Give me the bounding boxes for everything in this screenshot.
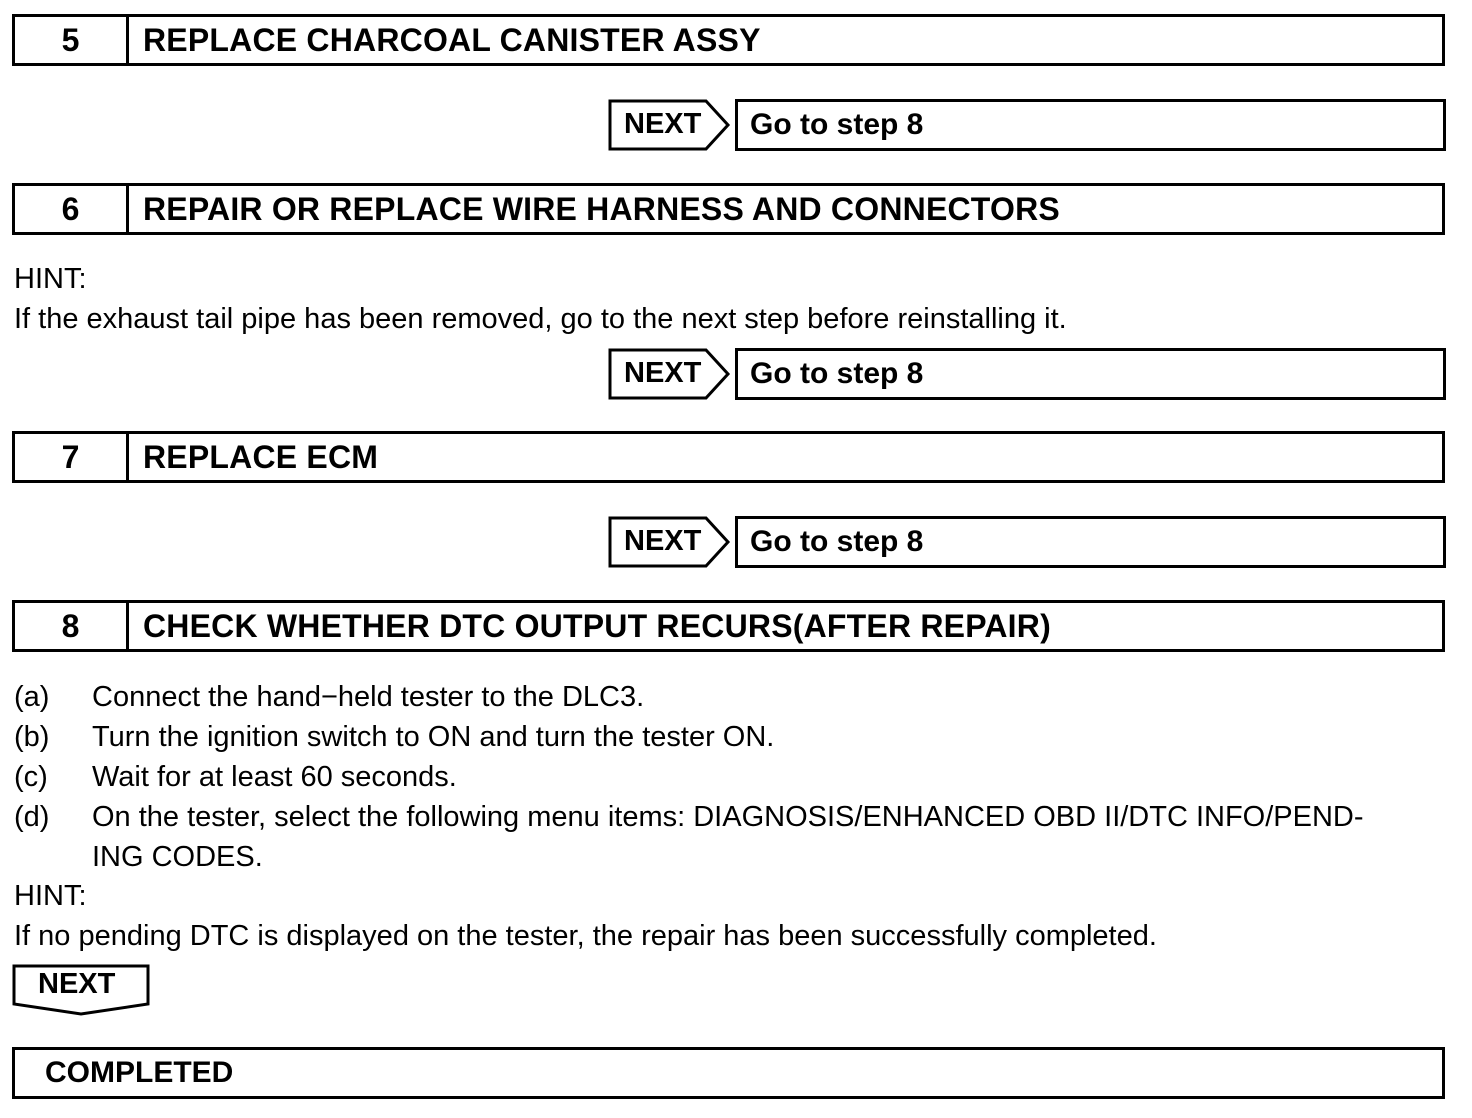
next-row[interactable]	[608, 348, 1446, 400]
step-number: 7	[15, 434, 129, 480]
item-label: (c)	[14, 761, 48, 793]
hint-text: If no pending DTC is displayed on the tester, the repair has been successfully completed.	[14, 920, 1157, 952]
item-text: Connect the hand−held tester to the DLC3.	[92, 681, 645, 713]
step-number: 5	[15, 17, 129, 63]
step-header-8	[12, 600, 1445, 652]
step-number: 6	[15, 186, 129, 232]
next-down-button[interactable]	[12, 964, 150, 1018]
item-text: Turn the ignition switch to ON and turn the tester ON.	[92, 721, 775, 753]
next-label: NEXT	[624, 525, 702, 557]
next-label: NEXT	[624, 357, 702, 389]
step-title: REPLACE CHARCOAL CANISTER ASSY	[143, 21, 761, 58]
next-label: NEXT	[38, 968, 116, 1000]
hint-text: If the exhaust tail pipe has been removed, go to the next step before reinstalling it.	[14, 303, 1067, 335]
goto-step-box: Go to step 8	[735, 516, 1446, 568]
step-title: REPLACE ECM	[143, 438, 379, 475]
next-row[interactable]	[608, 516, 1446, 568]
item-label: (d)	[14, 801, 50, 833]
completed-box: COMPLETED	[12, 1047, 1445, 1099]
item-text-line-2: ING CODES.	[92, 841, 263, 873]
step-number: 8	[15, 603, 129, 649]
next-row[interactable]	[608, 99, 1446, 151]
item-text-line-1: On the tester, select the following menu items: DIAGNOSIS/ENHANCED OBD II/DTC INFO/PEND-	[92, 801, 1364, 833]
step-header-5	[12, 14, 1445, 66]
hint-label: HINT:	[14, 263, 87, 295]
goto-step-box: Go to step 8	[735, 348, 1446, 400]
goto-step-box: Go to step 8	[735, 99, 1446, 151]
step-header-7	[12, 431, 1445, 483]
next-label: NEXT	[624, 108, 702, 140]
item-label: (b)	[14, 721, 50, 753]
hint-label: HINT:	[14, 880, 87, 912]
item-text: Wait for at least 60 seconds.	[92, 761, 457, 793]
step-title: CHECK WHETHER DTC OUTPUT RECURS(AFTER REPAIR)	[143, 607, 1051, 644]
item-label: (a)	[14, 681, 50, 713]
step-title: REPAIR OR REPLACE WIRE HARNESS AND CONNECTORS	[143, 190, 1060, 227]
step-header-6	[12, 183, 1445, 235]
